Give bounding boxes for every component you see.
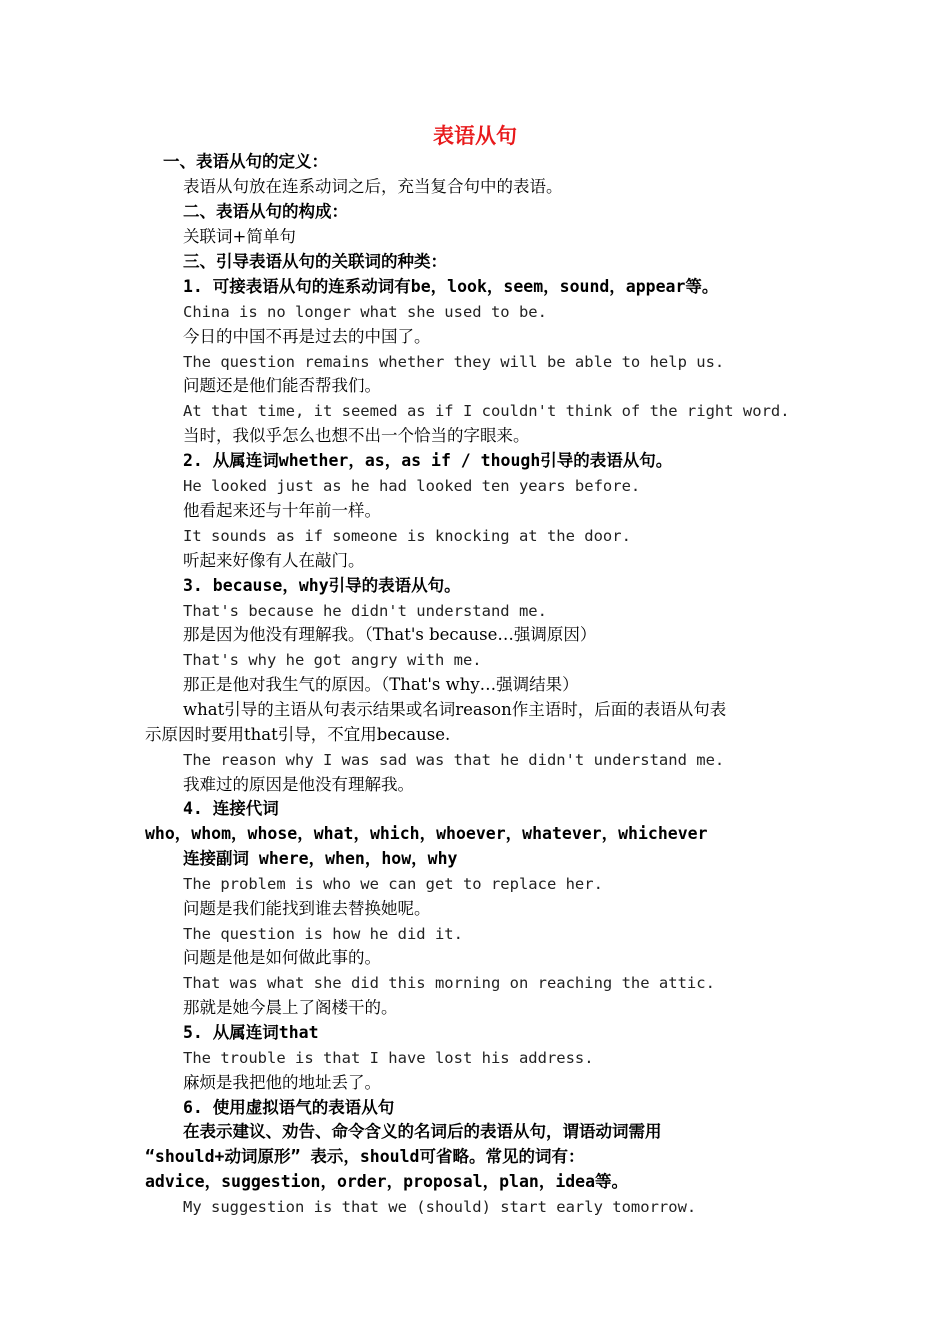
example-sentence: That's why he got angry with me. [183, 651, 482, 669]
translation-line: 当时，我似乎怎么也想不出一个恰当的字眼来。 [183, 426, 530, 445]
heading-line: 在表示建议、劝告、命令含义的名词后的表语从句，谓语动词需用 [183, 1122, 662, 1141]
heading-line: advice，suggestion，order，proposal，plan，idea等。 [145, 1172, 629, 1191]
document-title: 表语从句 [433, 124, 517, 148]
translation-line: 麻烦是我把他的地址丢了。 [183, 1073, 381, 1092]
heading-line: 4. 连接代词 [183, 799, 279, 818]
heading-line: 3. because，why引导的表语从句。 [183, 576, 461, 595]
translation-line: 问题是他是如何做此事的。 [183, 948, 381, 967]
heading-line: 2. 从属连词whether，as，as if / though引导的表语从句。 [183, 451, 673, 470]
heading-line: 连接副词 where，when，how，why [183, 849, 458, 868]
translation-line: 问题是我们能找到谁去替换她呢。 [183, 899, 431, 918]
example-sentence: The question remains whether they will be able to help us. [183, 353, 725, 371]
translation-line: 关联词+简单句 [183, 227, 296, 246]
example-sentence: He looked just as he had looked ten years before. [183, 477, 641, 495]
heading-line: 1. 可接表语从句的连系动词有be，look，seem，sound，appear等。 [183, 277, 719, 296]
translation-line: 那正是他对我生气的原因。（That's why…强调结果） [183, 675, 579, 694]
example-sentence: That was what she did this morning on reaching the attic. [183, 974, 715, 992]
heading-line: who，whom，whose，what，which，whoever，whatever，whichever [145, 824, 708, 843]
translation-line: 那就是她今晨上了阁楼干的。 [183, 998, 398, 1017]
heading-line: 一、表语从句的定义： [163, 152, 328, 171]
heading-line: 二、表语从句的构成： [183, 202, 348, 221]
translation-line: 今日的中国不再是过去的中国了。 [183, 327, 431, 346]
example-sentence: My suggestion is that we (should) start early tomorrow. [183, 1198, 697, 1216]
example-sentence: That's because he didn't understand me. [183, 602, 547, 620]
example-sentence: At that time, it seemed as if I couldn't think of the right word. [183, 402, 790, 420]
translation-line: 我难过的原因是他没有理解我。 [183, 775, 414, 794]
example-sentence: The question is how he did it. [183, 925, 463, 943]
translation-line: 问题还是他们能否帮我们。 [183, 376, 381, 395]
translation-line: 他看起来还与十年前一样。 [183, 501, 381, 520]
translation-line: 示原因时要用that引导，不宜用because. [145, 725, 451, 744]
heading-line: 三、引导表语从句的关联词的种类： [183, 252, 447, 271]
heading-line: 6. 使用虚拟语气的表语从句 [183, 1098, 395, 1117]
translation-line: 表语从句放在连系动词之后，充当复合句中的表语。 [183, 177, 563, 196]
example-sentence: The problem is who we can get to replace her. [183, 875, 603, 893]
translation-line: 听起来好像有人在敲门。 [183, 551, 365, 570]
example-sentence: The reason why I was sad was that he didn't understand me. [183, 751, 725, 769]
heading-line: 5. 从属连词that [183, 1023, 319, 1042]
example-sentence: It sounds as if someone is knocking at the door. [183, 527, 631, 545]
translation-line: 那是因为他没有理解我。（That's because…强调原因） [183, 625, 597, 644]
example-sentence: The trouble is that I have lost his address. [183, 1049, 594, 1067]
translation-line: what引导的主语从句表示结果或名词reason作主语时，后面的表语从句表 [183, 700, 727, 719]
heading-line: “should+动词原形” 表示，should可省略。常见的词有： [145, 1147, 585, 1166]
example-sentence: China is no longer what she used to be. [183, 303, 547, 321]
